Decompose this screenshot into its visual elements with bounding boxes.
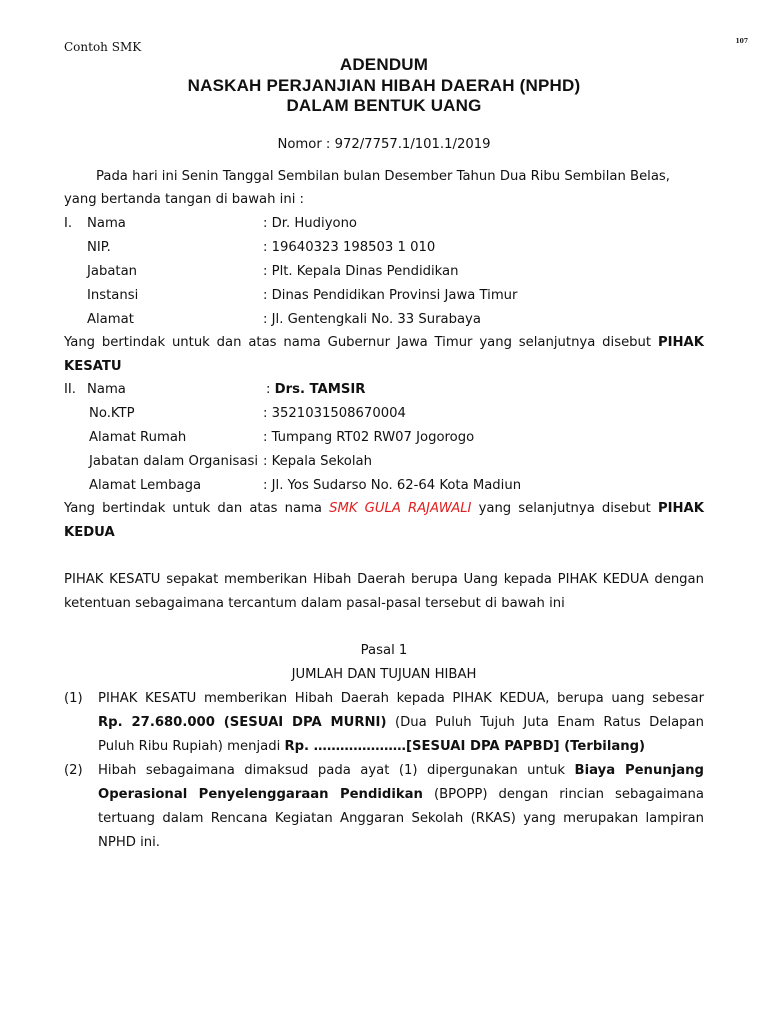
party1-marker: I. (64, 216, 73, 231)
party2-label-nama: Nama (87, 382, 126, 397)
item2-line2: Operasional Penyelenggaraan Pendidikan (BPOPP) dengan rincian sebagaimana (98, 787, 704, 802)
party1-act-line1: Yang bertindak untuk dan atas nama Gubernur Jawa Timur yang selanjutnya disebut PIHAK (64, 335, 704, 350)
document-title-line1: ADENDUM (339, 55, 429, 74)
school-name: SMK GULA RAJAWALI (329, 501, 472, 516)
item1-number: (1) (64, 691, 83, 706)
document-title-line2: NASKAH PERJANJIAN HIBAH DAERAH (NPHD) (187, 76, 581, 95)
party1-label-alamat: Alamat (87, 312, 134, 327)
document-number: Nomor : 972/7757.1/101.1/2019 (277, 137, 491, 152)
party1-label-instansi: Instansi (87, 288, 139, 303)
party1-label-nip: NIP. (87, 240, 111, 255)
party2-value-jabatan: : Kepala Sekolah (263, 454, 372, 469)
document-title-line3: DALAM BENTUK UANG (286, 96, 482, 115)
party2-act-line2: KEDUA (64, 525, 115, 540)
party2-label-jabatan: Jabatan dalam Organisasi (89, 454, 258, 469)
opening-line1: Pada hari ini Senin Tanggal Sembilan bulan Desember Tahun Dua Ribu Sembilan Belas, (96, 169, 670, 184)
party1-value-nip: : 19640323 198503 1 010 (263, 240, 436, 255)
party2-value-nama: : Drs. TAMSIR (266, 382, 366, 397)
item2-line1: Hibah sebagaimana dimaksud pada ayat (1) dipergunakan untuk Biaya Penunjang (98, 763, 704, 778)
party2-marker: II. (64, 382, 76, 397)
party2-value-alamat-lembaga: : Jl. Yos Sudarso No. 62-64 Kota Madiun (263, 478, 522, 493)
item1-line1: PIHAK KESATU memberikan Hibah Daerah kepada PIHAK KEDUA, berupa uang sebesar (98, 691, 704, 706)
item2-line3: tertuang dalam Rencana Kegiatan Anggaran Sekolah (RKAS) yang merupakan lampiran (98, 811, 704, 826)
item1-line3: Puluh Ribu Rupiah) menjadi Rp. …………………[SESUAI DPA PAPBD] (Terbilang) (98, 739, 646, 754)
party2-label-ktp: No.KTP (89, 406, 135, 421)
item1-line2: Rp. 27.680.000 (SESUAI DPA MURNI) (Dua Puluh Tujuh Juta Enam Ratus Delapan (98, 715, 704, 730)
party2-value-ktp: : 3521031508670004 (263, 406, 406, 421)
party2-label-alamat-rumah: Alamat Rumah (89, 430, 187, 445)
agreement-line2: ketentuan sebagaimana tercantum dalam pasal-pasal tersebut di bawah ini (64, 596, 565, 611)
pasal-subheading: JUMLAH DAN TUJUAN HIBAH (291, 667, 477, 682)
agreement-line1: PIHAK KESATU sepakat memberikan Hibah Daerah berupa Uang kepada PIHAK KEDUA dengan (64, 572, 704, 587)
header-label: Contoh SMK (64, 40, 142, 54)
item2-line4: NPHD ini. (98, 835, 160, 850)
party1-value-instansi: : Dinas Pendidikan Provinsi Jawa Timur (263, 288, 518, 303)
party2-value-alamat-rumah: : Tumpang RT02 RW07 Jogorogo (263, 430, 475, 445)
item2-number: (2) (64, 763, 83, 778)
page-number: 107 (735, 38, 748, 45)
opening-line2: yang bertanda tangan di bawah ini : (64, 192, 304, 207)
party1-label-jabatan: Jabatan (87, 264, 138, 279)
pasal-heading: Pasal 1 (360, 643, 408, 658)
party1-value-alamat: : Jl. Gentengkali No. 33 Surabaya (263, 312, 481, 327)
party1-value-nama: : Dr. Hudiyono (263, 216, 357, 231)
party1-act-line2: KESATU (64, 359, 122, 374)
party1-value-jabatan: : Plt. Kepala Dinas Pendidikan (263, 264, 459, 279)
party2-act-line1: Yang bertindak untuk dan atas nama SMK GULA RAJAWALI yang selanjutnya disebut PIHAK (64, 501, 704, 516)
party2-label-alamat-lembaga: Alamat Lembaga (89, 478, 202, 493)
party1-label-nama: Nama (87, 216, 126, 231)
